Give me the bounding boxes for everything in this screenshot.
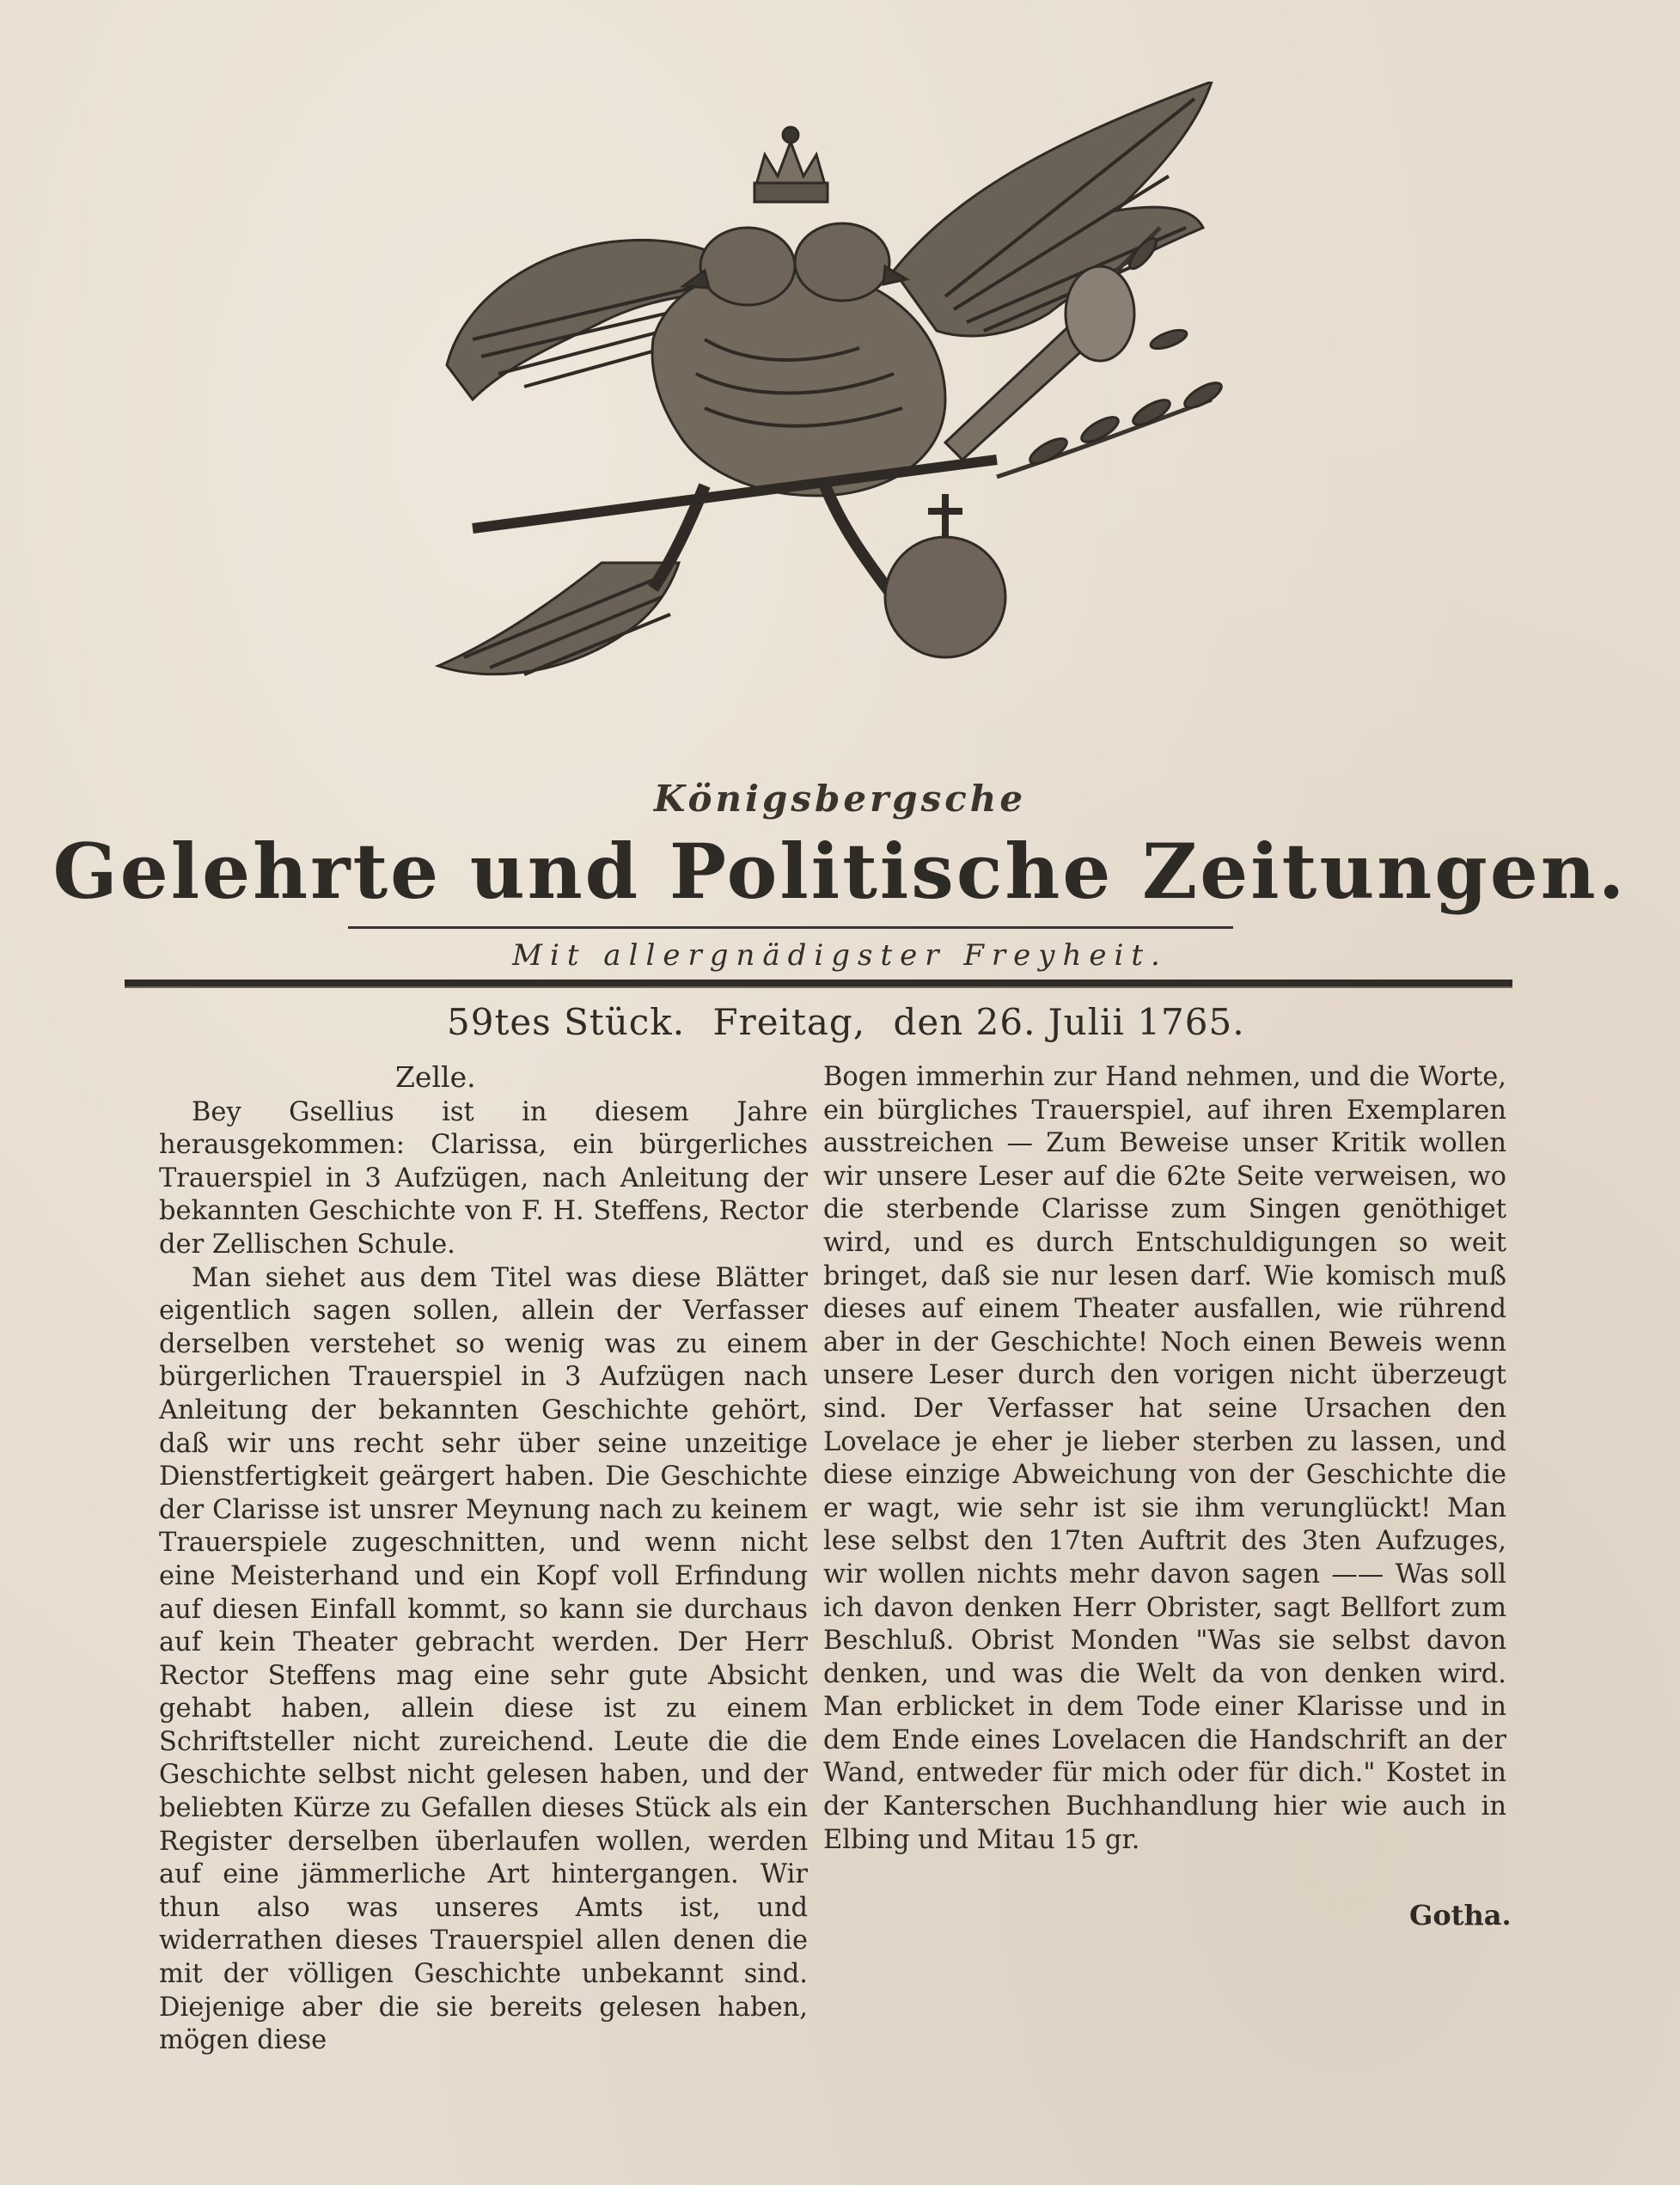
masthead-pre-title: Königsbergsche — [653, 778, 1027, 820]
crowned-eagle-woodcut-image — [344, 82, 1332, 752]
masthead-rule — [348, 926, 1233, 929]
masthead-title: Gelehrte und Politische Zeitungen. — [52, 827, 1628, 916]
article-heading: Zelle. — [395, 1060, 476, 1094]
article-left-column — [159, 1061, 808, 2058]
privilege-line: Mit allergnädigster Freyheit. — [512, 938, 1168, 973]
article-paragraph: Bey Gsellius ist in diesem Jahre herausgekommen: Clarissa, ein bürgerliches Trauerspiel in 3 Aufzügen, nach Anleitung der bekannten Geschichte von F. H. Steffens, Rector der Zellischen Schule. — [159, 1096, 808, 1260]
issue-date: den 26. Julii 1765. — [893, 1001, 1245, 1043]
header-divider — [125, 980, 1512, 988]
article-paragraph: Bogen immerhin zur Hand nehmen, und die Worte, ein bürgliches Trauerspiel, auf ihren Exemplaren ausstreichen — Zum Beweise unser Kritik wollen wir unsere Leser auf die 62te Seite verweisen, wo die sterbende Clarisse zum Singen genöthiget wird, und es durch Entschuldigungen so weit bringet, daß sie nur lesen darf. Wie komisch muß dieses auf einem Theater ausfallen, wie rührend aber in der Geschichte! Noch einen Beweis wenn unsere Leser durch den vorigen nicht überzeugt sind. Der Verfasser hat seine Ursachen den Lovelace je eher je lieber sterben zu lassen, und diese einzige Abweichung von der Geschichte die er wagt, wie sehr ist sie ihm verunglückt! Man lese selbst den 17ten Auftrit des 3ten Aufzuges, wir wollen nichts mehr davon sagen —— Was soll ich davon denken Herr Obrister, sagt Bellfort zum Beschluß. Obrist Monden "Was sie selbst davon denken, und was die Welt da von denken wird. Man erblicket in dem Tode einer Klarisse und in dem Ende eines Lovelacen die Handschrift an der Wand, entweder für mich oder für dich." Kostet in der Kanterschen Buchhandlung hier wie auch in Elbing und Mitau 15 gr. — [823, 1062, 1506, 1855]
issue-line — [447, 1001, 1261, 1043]
article-paragraph: Man siehet aus dem Titel was diese Blätter eigentlich sagen sollen, allein der Verfasser derselben verstehet so wenig was zu einem bürgerlichen Trauerspiel in 3 Aufzügen nach Anleitung der bekannten Geschichte gehört, daß wir uns recht sehr über seine unzeitige Dienstfertigkeit geärgert haben. Die Geschichte der Clarisse ist unsrer Meynung nach zu keinem Trauerspiele zugeschnitten, und wenn nicht eine Meisterhand und ein Kopf voll Erfindung auf diesen Einfall kommt, so kann sie durchaus auf kein Theater gebracht werden. Der Herr Rector Steffens mag eine sehr gute Absicht gehabt haben, allein diese ist zu einem Schriftsteller nicht zureichend. Leute die die Geschichte selbst nicht gelesen haben, und der beliebten Kürze zu Gefallen dieses Stück als ein Register derselben überlaufen wollen, werden auf eine jämmerliche Art hintergangen. Wir thun also was unseres Amts ist, und widerrathen dieses Trauerspiel allen denen die mit der völligen Geschichte unbekannt sind. Diejenige aber die sie bereits gelesen haben, mögen diese — [159, 1262, 808, 2056]
article-right-column — [823, 1061, 1506, 1857]
issue-day: Freitag, — [712, 1001, 866, 1043]
catchword: Gotha. — [1409, 1899, 1512, 1932]
issue-number: 59tes Stück. — [447, 1001, 686, 1043]
